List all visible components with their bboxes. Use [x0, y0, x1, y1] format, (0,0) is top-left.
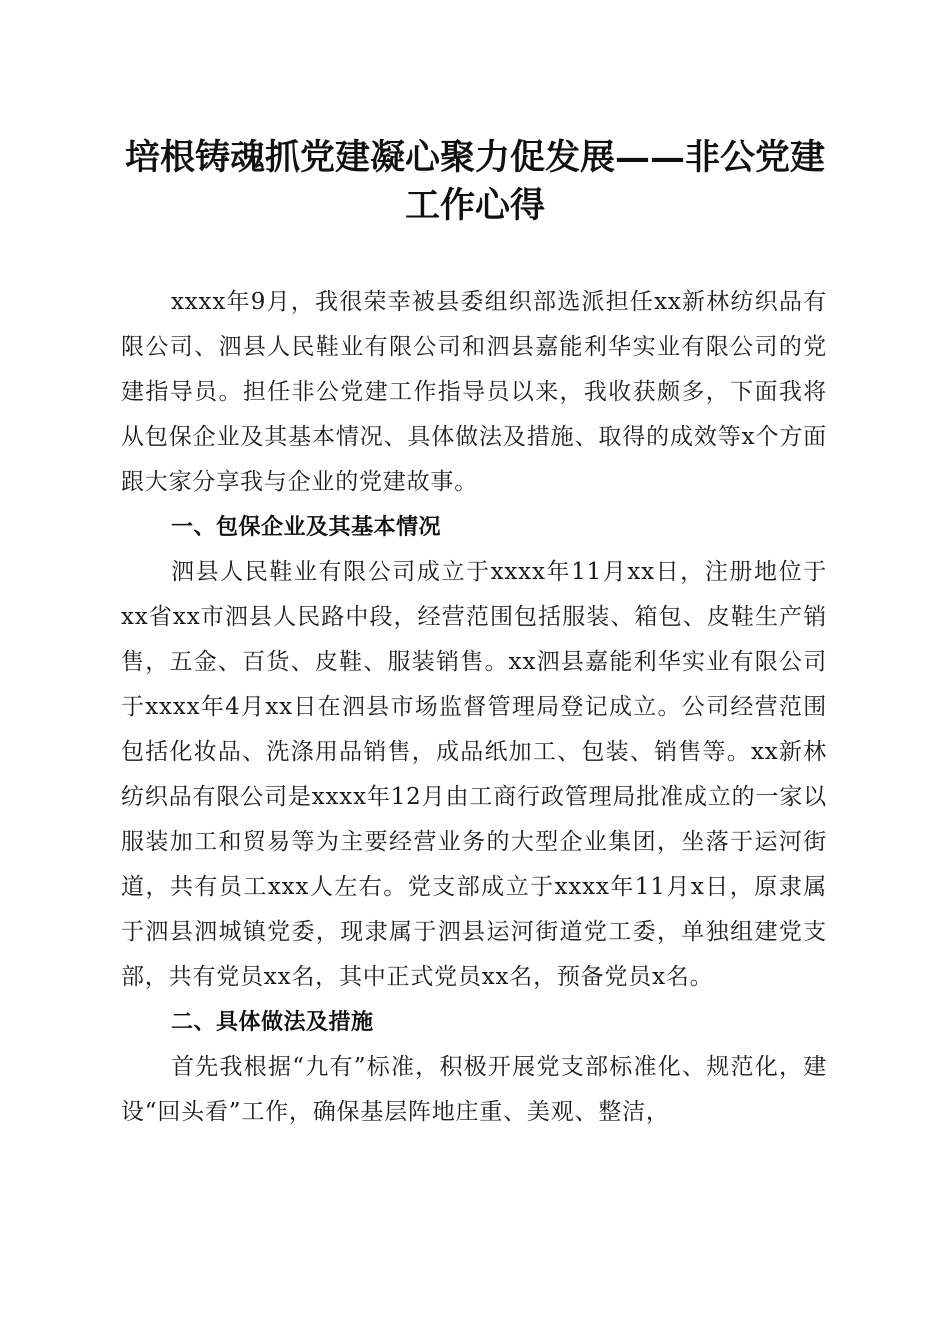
document-body — [121, 280, 827, 1135]
section-1-paragraph: 泗县人民鞋业有限公司成立于xxxx年11月xx日，注册地位于xx省xx市泗县人民路中段，经营范围包括服装、箱包、皮鞋生产销售，五金、百货、皮鞋、服装销售。xx泗县嘉能利华实业有限公司于xxxx年4月xx日在泗县市场监督管理局登记成立。公司经营范围包括化妆品、洗涤用品销售，成品纸加工、包装、销售等。xx新林纺织品有限公司是xxxx年12月由工商行政管理局批准成立的一家以服装加工和贸易等为主要经营业务的大型企业集团，坐落于运河街道，共有员工xxx人左右。党支部成立于xxxx年11月x日，原隶属于泗县泗城镇党委，现隶属于泗县运河街道党工委，单独组建党支部，共有党员xx名，其中正式党员xx名，预备党员x名。 — [121, 559, 827, 990]
document-title: 培根铸魂抓党建凝心聚力促发展——非公党建工作心得 — [124, 137, 825, 226]
section-2-paragraph: 首先我根据“九有”标准，积极开展党支部标准化、规范化，建设“回头看”工作，确保基层阵地庄重、美观、整洁， — [121, 1054, 827, 1125]
section-heading-2: 二、具体做法及措施 — [171, 1010, 374, 1035]
section-heading-1: 一、包保企业及其基本情况 — [171, 515, 442, 540]
intro-paragraph: xxxx年9月，我很荣幸被县委组织部选派担任xx新林纺织品有限公司、泗县人民鞋业有限公司和泗县嘉能利华实业有限公司的党建指导员。担任非公党建工作指导员以来，我收获颇多，下面我将从包保企业及其基本情况、具体做法及措施、取得的成效等x个方面跟大家分享我与企业的党建故事。 — [121, 289, 827, 495]
